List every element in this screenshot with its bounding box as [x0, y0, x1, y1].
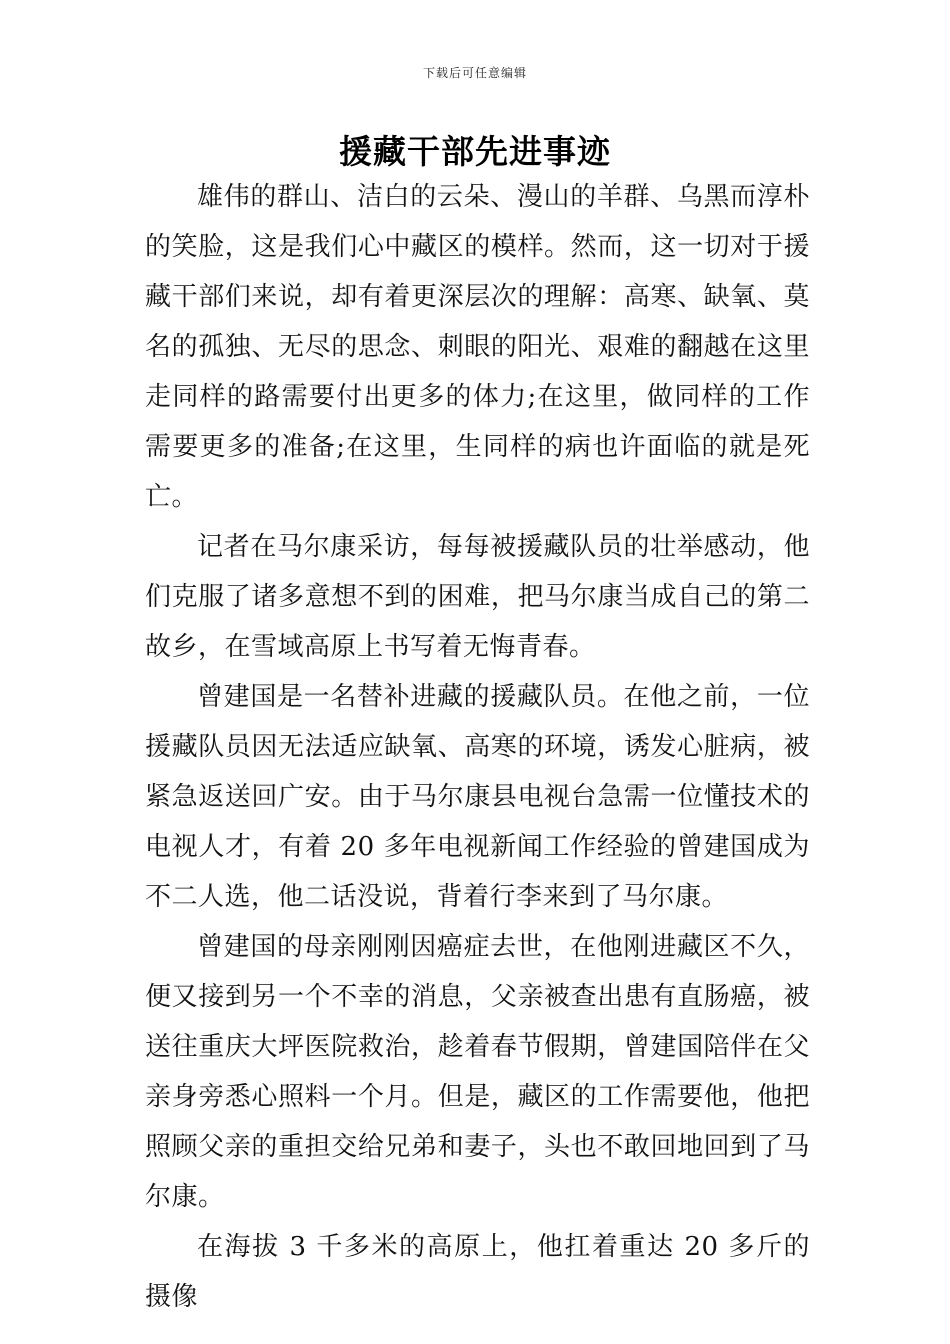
header-note: 下载后可任意编辑: [422, 66, 527, 80]
paragraph-5: 在海拔 3 千多米的高原上，他扛着重达 20 多斤的摄像: [145, 1232, 810, 1312]
paragraph-4: 曾建国的母亲刚刚因癌症去世，在他刚进藏区不久，便又接到另一个不幸的消息，父亲被查出患有直肠癌，被送往重庆大坪医院救治，趁着春节假期，曾建国陪伴在父亲身旁悉心照料一个月。但是，藏区的工作需要他，他把照顾父亲的重担交给兄弟和妻子，头也不敢回地回到了马尔康。: [145, 932, 810, 1212]
document-title: 援藏干部先进事迹: [339, 132, 611, 171]
paragraph-2: 记者在马尔康采访，每每被援藏队员的壮举感动，他们克服了诸多意想不到的困难，把马尔康当成自己的第二故乡，在雪域高原上书写着无悔青春。: [145, 532, 810, 662]
paragraph-1: 雄伟的群山、洁白的云朵、漫山的羊群、乌黑而淳朴的笑脸，这是我们心中藏区的模样。然而，这一切对于援藏干部们来说，却有着更深层次的理解：高寒、缺氧、莫名的孤独、无尽的思念、刺眼的阳光、艰难的翻越在这里走同样的路需要付出更多的体力;在这里，做同样的工作需要更多的准备;在这里，生同样的病也许面临的就是死亡。: [145, 182, 810, 512]
paragraph-3: 曾建国是一名替补进藏的援藏队员。在他之前，一位援藏队员因无法适应缺氧、高寒的环境，诱发心脏病，被紧急返送回广安。由于马尔康县电视台急需一位懂技术的电视人才，有着 20 多年电视新闻工作经验的曾建国成为不二人选，他二话没说，背着行李来到了马尔康。: [145, 682, 810, 912]
document-body: [145, 172, 810, 1322]
